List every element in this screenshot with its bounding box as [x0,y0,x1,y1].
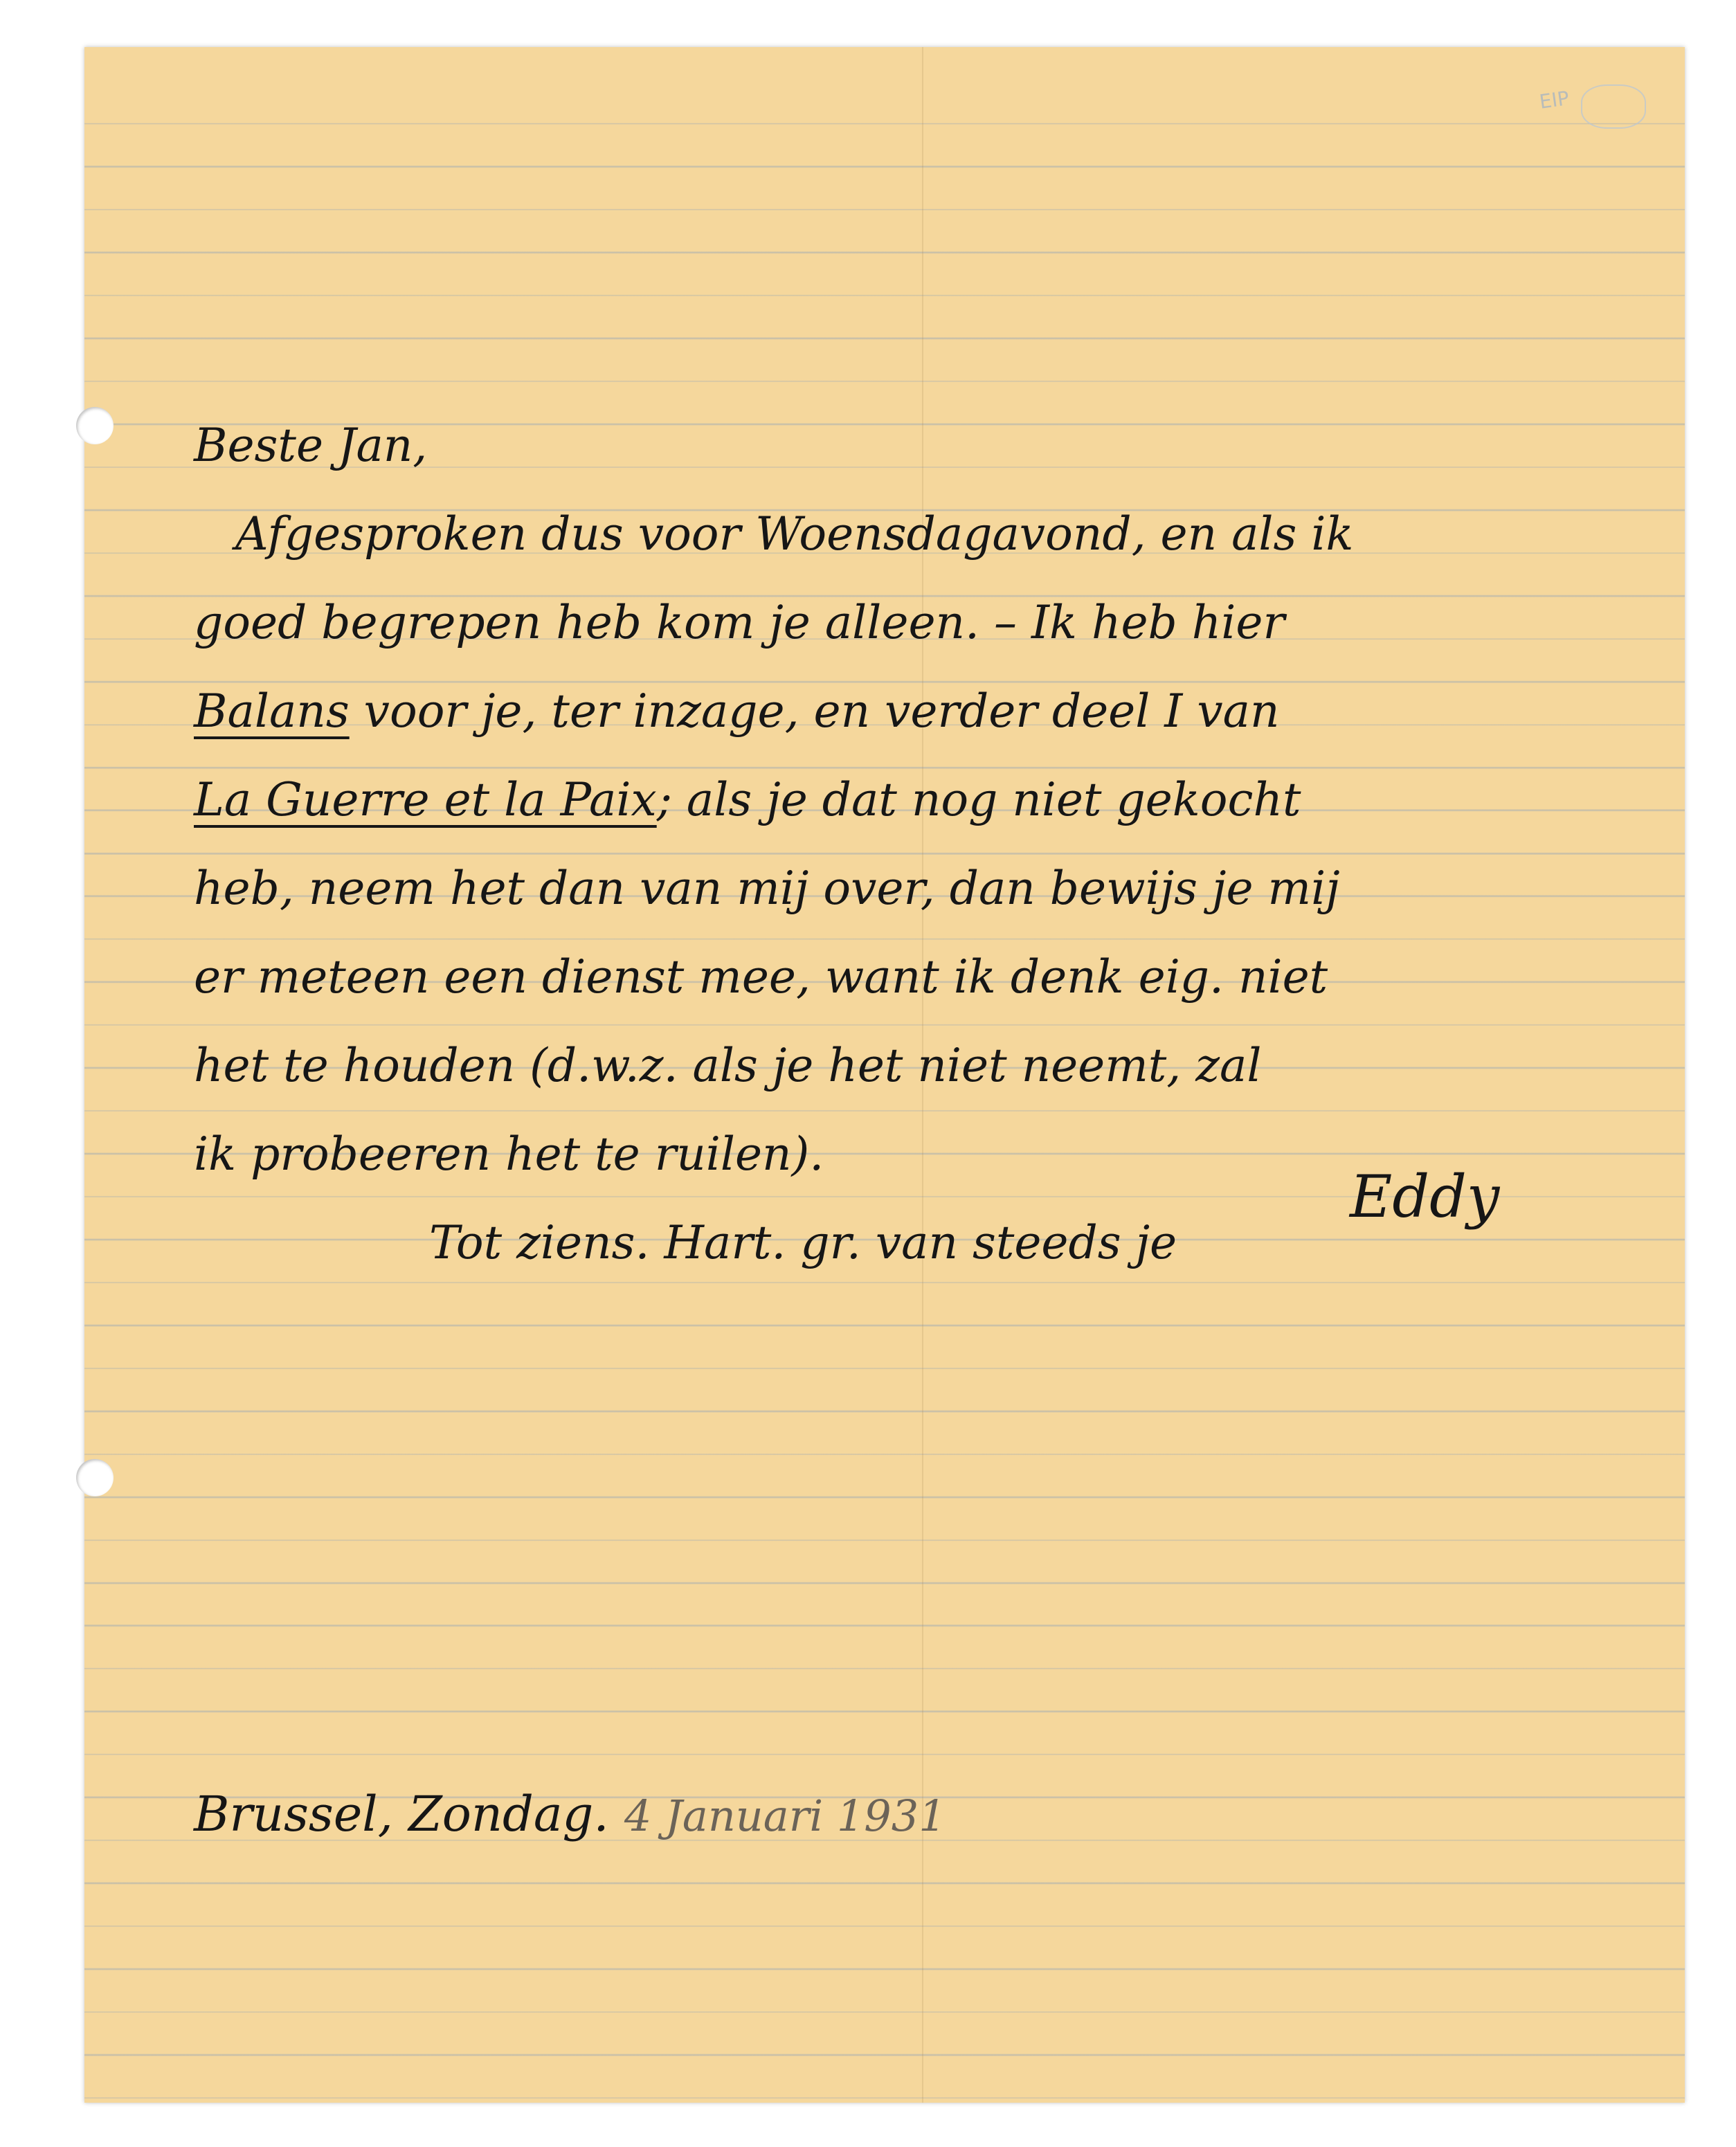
archive-reference: EIP [1537,87,1571,114]
letter-line-8: ik probeeren het te ruilen). [194,1127,824,1181]
place-date-line [194,1786,946,1842]
letter-line-5: heb, neem het dan van mij over, dan bewijs je mij [194,862,1340,915]
letter-line-2: goed begrepen heb kom je alleen. – Ik heb hier [194,596,1285,649]
place: Brussel, Zondag. [194,1786,609,1842]
letter-line-4-rest: ; als je dat nog niet gekocht [656,773,1301,826]
letter-line-3 [194,667,1654,756]
letter-line-4 [194,756,1654,844]
letter-line-3-rest: voor je, ter inzage, en verder deel I van [349,685,1280,738]
closing: Tot ziens. Hart. gr. van steeds je [429,1216,1177,1269]
book-title-guerre-paix: La Guerre et la Paix [194,773,657,826]
book-title-balans: Balans [194,685,350,738]
letter-line-6: er meteen een dienst mee, want ik denk eig. niet [194,950,1328,1004]
letter-line-1: Afgesproken dus voor Woensdagavond, en als ik [235,507,1354,561]
letter-line-7: het te houden (d.w.z. als je het niet neemt, zal [194,1039,1262,1092]
punch-hole-top [76,407,114,444]
archive-seal [1581,84,1646,129]
salutation: Beste Jan, [194,419,428,472]
archive-stamp [1539,75,1643,137]
date: 4 Januari 1931 [624,1791,946,1841]
letter-body [194,401,1654,1287]
punch-hole-bottom [76,1459,114,1496]
signature: Eddy [1350,1163,1500,1231]
